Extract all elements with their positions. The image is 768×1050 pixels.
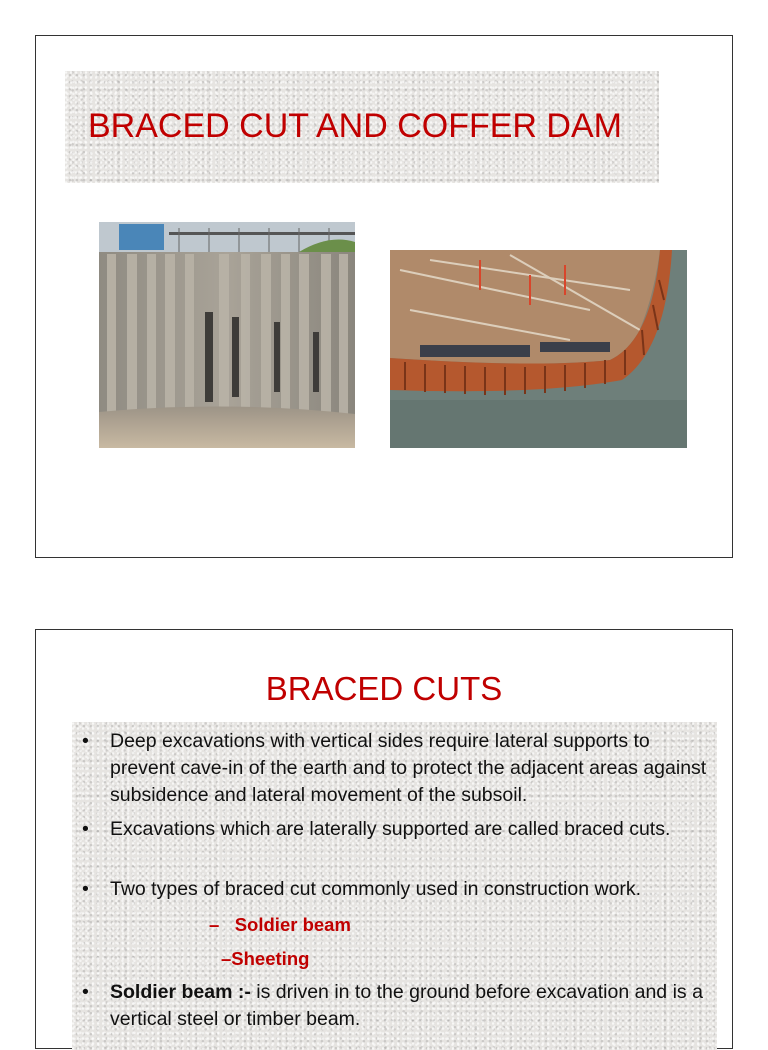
bullet-item — [82, 728, 707, 809]
sub-bullet-text: Soldier beam — [234, 914, 351, 935]
bullet-icon: • — [82, 730, 89, 752]
bullet-text — [110, 979, 707, 1033]
bullet-text: Excavations which are laterally supported are called braced cuts. — [110, 818, 671, 840]
bullet-item — [82, 816, 707, 843]
bullet-text: Two types of braced cut commonly used in construction work. — [110, 878, 642, 900]
slide-1 — [35, 35, 733, 558]
bullet-icon: • — [82, 878, 89, 900]
dash-icon: – — [221, 948, 232, 969]
term-label: Soldier beam :- — [110, 981, 251, 1003]
title-box — [65, 71, 659, 183]
slide-title: BRACED CUTS — [265, 670, 503, 707]
bullet-text: Deep excavations with vertical sides require lateral supports to prevent cave-in of the earth and to protect the adjacent areas against subsidence and lateral movement of the subsoil. — [110, 730, 707, 806]
term-definition: is driven in to the ground before excavation and is a vertical steel or timber beam. — [110, 981, 703, 1030]
braced-cut-soldier-pile-wall-photo — [99, 222, 355, 448]
bullet-item — [82, 979, 707, 1033]
slide-2 — [35, 629, 733, 1049]
sub-bullet-sheeting — [221, 947, 309, 971]
sub-bullet-text: Sheeting — [231, 948, 310, 969]
bullet-item — [82, 876, 707, 903]
bullet-icon: • — [82, 981, 89, 1003]
content-box — [72, 722, 717, 1050]
dash-icon: – — [209, 914, 220, 935]
coffer-dam-aerial-photo — [390, 250, 687, 448]
slide-title: BRACED CUT AND COFFER DAM — [88, 107, 622, 145]
bullet-icon: • — [82, 818, 89, 840]
sub-bullet-soldier-beam — [209, 913, 351, 937]
